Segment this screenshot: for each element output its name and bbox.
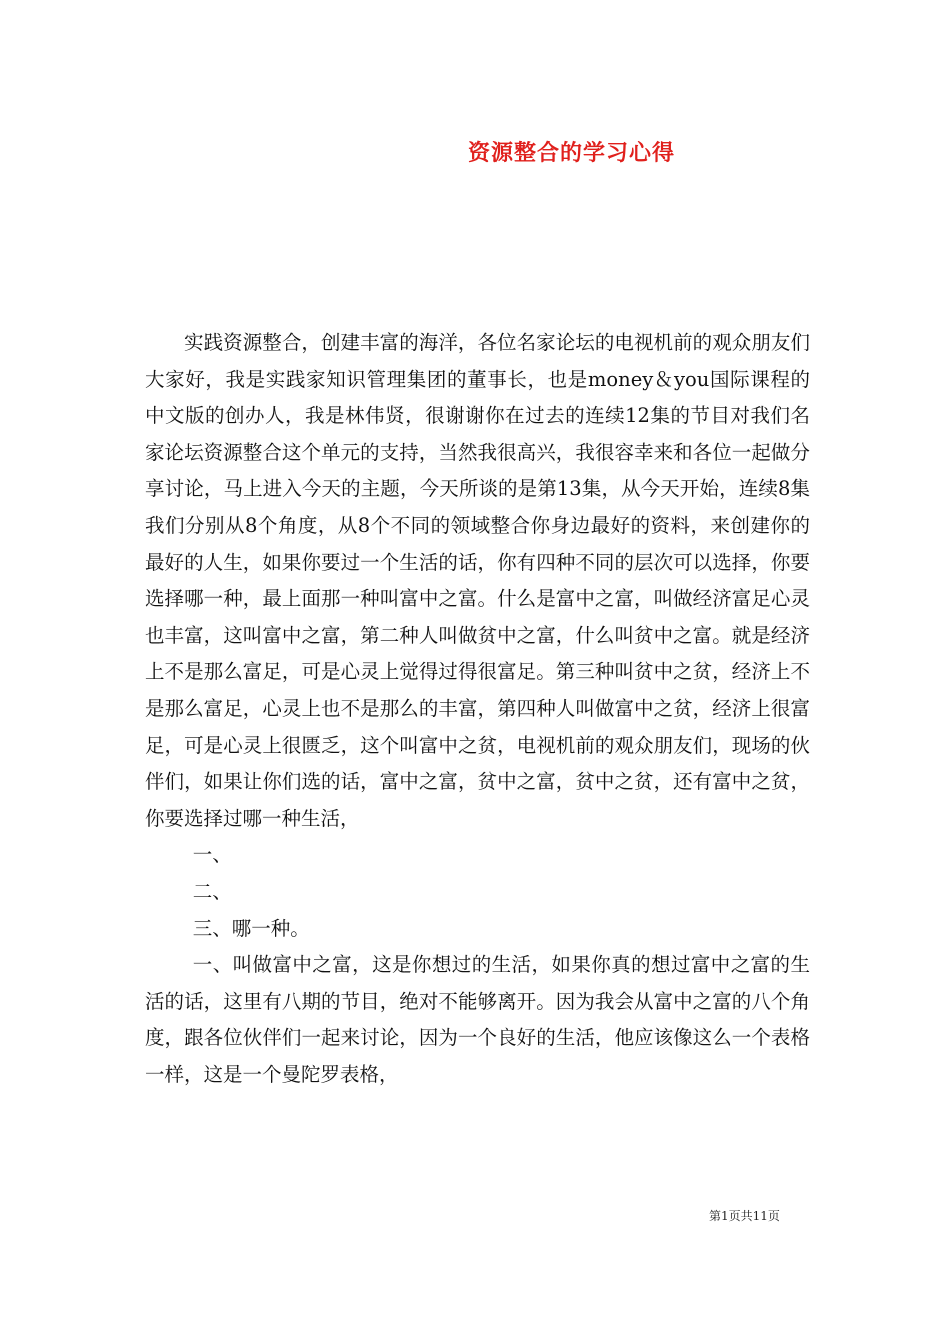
list-item: 二、 [192, 879, 232, 903]
paragraph: 实践资源整合，创建丰富的海洋，各位名家论坛的电视机前的观众朋友们大家好，我是实践家知识管理集团的董事长，也是money＆you国际课程的中文版的创办人，我是林伟贤，很谢谢你在过去的连续12集的节目对我们名家论坛资源整合这个单元的支持，当然我很高兴，我很容幸来和各位一起做分享讨论，马上进入今天的主题，今天所谈的是第13集，从今天开始，连续8集我们分别从8个角度，从8个不同的领域整合你身边最好的资料，来创建你的最好的人生，如果你要过一个生活的话，你有四种不同的层次可以选择，你要选择哪一种，最上面那一种叫富中之富。什么是富中之富，叫做经济富足心灵也丰富，这叫富中之富，第二种人叫做贫中之富，什么叫贫中之富。就是经济上不是那么富足，可是心灵上觉得过得很富足。第三种叫贫中之贫，经济上不是那么富足，心灵上也不是那么的丰富，第四种人叫做富中之贫，经济上很富足，可是心灵上很匮乏，这个叫富中之贫，电视机前的观众朋友们，现场的伙伴们，如果让你们选的话，富中之富，贫中之富，贫中之贫，还有富中之贫，你要选择过哪一种生活， [145, 331, 810, 830]
list-item: 三、哪一种。 [192, 916, 310, 940]
paragraph: 一、叫做富中之富，这是你想过的生活，如果你真的想过富中之富的生活的话，这里有八期的节目，绝对不能够离开。因为我会从富中之富的八个角度，跟各位伙伴们一起来讨论，因为一个良好的生活，他应该像这么一个表格一样，这是一个曼陀罗表格， [145, 953, 810, 1086]
document-body [145, 325, 810, 1093]
list-item: 一、 [192, 843, 232, 867]
document-title: 资源整合的学习心得 [468, 140, 676, 166]
page-number: 第1页共11页 [709, 1209, 780, 1223]
